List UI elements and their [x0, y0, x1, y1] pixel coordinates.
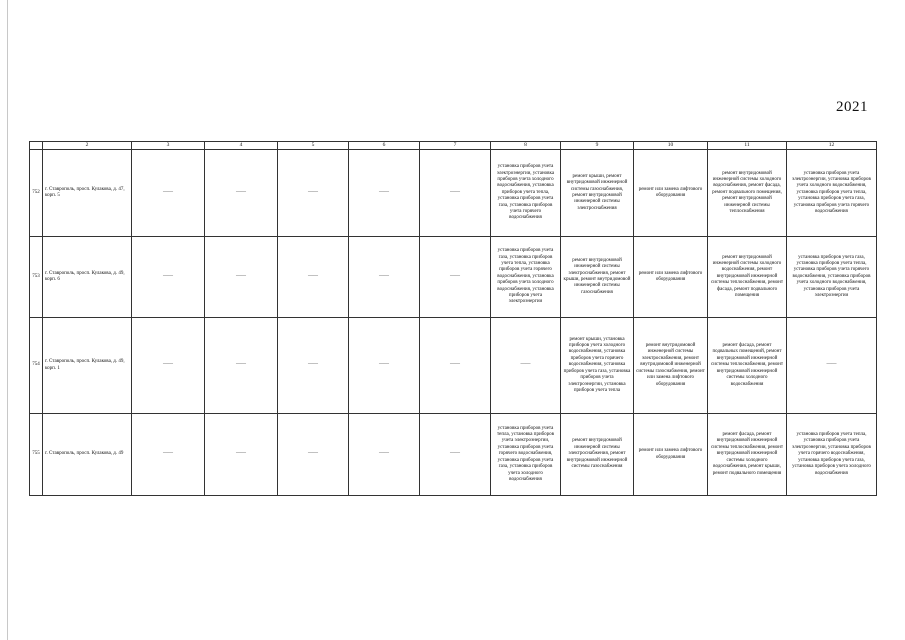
table-cell: ремонт или замена лифтового оборудования — [634, 150, 708, 237]
table-cell: ремонт крыши, установка приборов учета холодного водоснабжения, установка приборов учета горячего водоснабжения, установка приборов учета газа, установка приборов учета электроэнергии, установка приборов учета тепла — [561, 318, 634, 414]
table-cell: —— — [278, 237, 349, 318]
building-address: г. Ставрополь, просп. Кулакова, д. 49 — [43, 414, 132, 496]
building-address: г. Ставрополь, просп. Кулакова, д. 49, корп. 6 — [43, 237, 132, 318]
table-cell: ремонт или замена лифтового оборудования — [634, 237, 708, 318]
table-cell: установка приборов учета газа, установка приборов учета тепла, установка приборов учета горячего водоснабжения, установка приборов учета холодного водоснабжения, установка приборов учета электроэнергии — [491, 237, 561, 318]
table-cell: —— — [420, 237, 491, 318]
column-header: 11 — [708, 142, 787, 150]
table-cell: —— — [132, 318, 205, 414]
column-header: 4 — [205, 142, 278, 150]
table-row — [30, 414, 877, 496]
row-number: 754 — [30, 318, 43, 414]
row-number: 755 — [30, 414, 43, 496]
table-cell: ремонт внутридомовой инженерной системы электроснабжения, ремонт крыши, ремонт внутридомовой инженерной системы газоснабжения — [561, 237, 634, 318]
table-cell: —— — [132, 414, 205, 496]
table-cell: —— — [349, 414, 420, 496]
row-number: 753 — [30, 237, 43, 318]
table-cell: —— — [491, 318, 561, 414]
table-cell: —— — [420, 150, 491, 237]
column-header: 12 — [787, 142, 877, 150]
table-cell: —— — [132, 150, 205, 237]
table-cell: —— — [132, 237, 205, 318]
column-header: 2 — [43, 142, 132, 150]
table-cell: —— — [205, 318, 278, 414]
column-header: 5 — [278, 142, 349, 150]
table-cell: ремонт или замена лифтового оборудования — [634, 414, 708, 496]
table-cell: установка приборов учета газа, установка приборов учета тепла, установка приборов учета горячего водоснабжения, установка приборов учета холодного водоснабжения, установка приборов учета электроэнергии — [787, 237, 877, 318]
table-cell: —— — [349, 318, 420, 414]
table-cell: ремонт внутридомовой инженерной системы холодного водоснабжения, ремонт внутридомовой инженерной системы теплоснабжения, ремонт фасада, ремонт подвального помещения — [708, 237, 787, 318]
table-cell: —— — [278, 150, 349, 237]
column-header: 3 — [132, 142, 205, 150]
table-cell: —— — [787, 318, 877, 414]
column-number-row — [30, 142, 877, 150]
table-cell: —— — [278, 318, 349, 414]
column-header: 7 — [420, 142, 491, 150]
table-cell: ремонт крыши, ремонт внутридомовой инженерной системы газоснабжения, ремонт внутридомовой инженерной системы электроснабжения — [561, 150, 634, 237]
table-cell: —— — [420, 414, 491, 496]
column-header: 8 — [491, 142, 561, 150]
table-cell: —— — [205, 414, 278, 496]
table-cell: —— — [205, 150, 278, 237]
document-year: 2021 — [836, 99, 868, 115]
repair-plan-table — [29, 141, 877, 496]
table-cell: ремонт внутридомовой инженерной системы электроснабжения, ремонт внутридомовой инженерной системы газоснабжения — [561, 414, 634, 496]
table-cell: установка приборов учета электроэнергии, установка приборов учета холодного водоснабжения, установка приборов учета тепла, установка приборов учета газа, установка приборов учета горячего водоснабжения — [491, 150, 561, 237]
row-number: 752 — [30, 150, 43, 237]
column-header: 9 — [561, 142, 634, 150]
table-cell: ремонт внутридомовой инженерной системы электроснабжения, ремонт внутридомовой инженерной системы газоснабжения, ремонт или замена лифтового оборудования — [634, 318, 708, 414]
table-row — [30, 237, 877, 318]
table-cell: установка приборов учета тепла, установка приборов учета электроэнергии, установка приборов учета горячего водоснабжения, установка приборов учета газа, установка приборов учета холодного водоснабжения — [491, 414, 561, 496]
building-address: г. Ставрополь, просп. Кулакова, д. 47, корп. 5 — [43, 150, 132, 237]
table-row — [30, 150, 877, 237]
table-cell: —— — [349, 150, 420, 237]
column-header: 6 — [349, 142, 420, 150]
building-address: г. Ставрополь, просп. Кулакова, д. 49, корп. 1 — [43, 318, 132, 414]
table-cell: ремонт внутридомовой инженерной системы холодного водоснабжения, ремонт фасада, ремонт подвального помещения, ремонт внутридомовой инженерной системы теплоснабжения — [708, 150, 787, 237]
table-cell: ремонт фасада, ремонт подвальных помещений, ремонт внутридомовой инженерной системы теплоснабжения, ремонт внутридомовой инженерной системы холодного водоснабжения — [708, 318, 787, 414]
table-cell: ремонт фасада, ремонт внутридомовой инженерной системы теплоснабжения, ремонт внутридомовой инженерной системы холодного водоснабжения, ремонт крыши, ремонт подвального помещения — [708, 414, 787, 496]
table-cell: —— — [349, 237, 420, 318]
page-edge-rule — [7, 0, 8, 640]
column-header — [30, 142, 43, 150]
column-header: 10 — [634, 142, 708, 150]
table-cell: —— — [420, 318, 491, 414]
table-cell: —— — [278, 414, 349, 496]
table-row — [30, 318, 877, 414]
table-cell: установка приборов учета электроэнергии, установка приборов учета холодного водоснабжения, установка приборов учета тепла, установка приборов учета газа, установка приборов учета горячего водоснабжения — [787, 150, 877, 237]
table-cell: —— — [205, 237, 278, 318]
table-cell: установка приборов учета тепла, установка приборов учета электроэнергии, установка приборов учета горячего водоснабжения, установка приборов учета газа, установка приборов учета холодного водоснабжения — [787, 414, 877, 496]
